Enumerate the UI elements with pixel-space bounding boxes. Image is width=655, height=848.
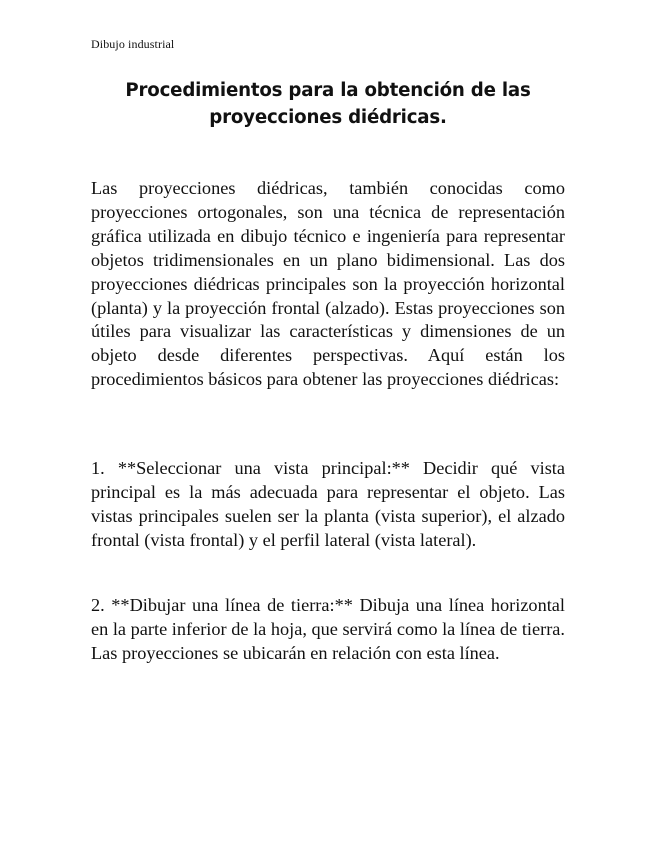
title-line-1: Procedimientos para la obtención de las xyxy=(125,80,531,101)
intro-paragraph xyxy=(91,177,565,392)
step-2-paragraph xyxy=(91,594,565,666)
running-header: Dibujo industrial xyxy=(91,37,175,51)
step-2-text: 2. **Dibujar una línea de tierra:** Dibuja una línea horizontal en la parte inferior de la hoja, que servirá como la línea de tierra. Las proyecciones se ubicarán en relación con esta línea. xyxy=(91,595,565,663)
title-line-2: proyecciones diédricas. xyxy=(209,107,447,128)
intro-text: Las proyecciones diédricas, también conocidas como proyecciones ortogonales, son una técnica de representación gráfica utilizada en dibujo técnico e ingeniería para representar objetos tridimensionales en un plano bidimensional. Las dos proyecciones diédricas principales son la proyección horizontal (planta) y la proyección frontal (alzado). Estas proyecciones son útiles para visualizar las características y dimensiones de un objeto desde diferentes perspectivas. Aquí están los procedimientos básicos para obtener las proyecciones diédricas: xyxy=(91,178,565,390)
step-1-paragraph xyxy=(91,457,565,553)
page-title xyxy=(91,77,565,131)
step-1-text: 1. **Seleccionar una vista principal:** Decidir qué vista principal es la más adecuada para representar el objeto. Las vistas principales suelen ser la planta (vista superior), el alzado frontal (vista frontal) y el perfil lateral (vista lateral). xyxy=(91,458,565,550)
